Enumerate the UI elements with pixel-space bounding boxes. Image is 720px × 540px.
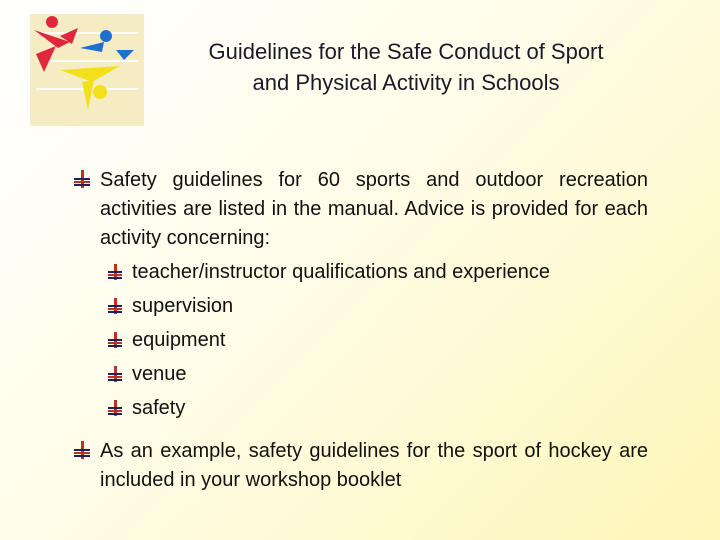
title-line-1: Guidelines for the Safe Conduct of Sport xyxy=(208,39,604,64)
striped-square-bullet-icon xyxy=(108,332,122,348)
striped-square-bullet-icon xyxy=(108,366,122,382)
striped-square-bullet-icon xyxy=(74,170,90,188)
bullet-text-1: Safety guidelines for 60 sports and outdoor recreation activities are listed in the manual. Advice is provided for each activity concerning: xyxy=(100,169,648,249)
striped-square-bullet-icon xyxy=(108,400,122,416)
striped-square-bullet-icon xyxy=(108,298,122,314)
sub-item-safety: safety xyxy=(132,397,186,419)
bullet-text-2: As an example, safety guidelines for the sport of hockey are included in your workshop booklet xyxy=(100,440,648,491)
sub-item-supervision: supervision xyxy=(132,295,234,317)
sub-item-qualifications: teacher/instructor qualifications and experience xyxy=(132,261,551,283)
striped-square-bullet-icon xyxy=(108,264,122,280)
title-line-2: and Physical Activity in Schools xyxy=(252,70,560,95)
sub-item-venue: venue xyxy=(132,363,187,385)
sport-figures-logo-icon xyxy=(30,14,144,126)
striped-square-bullet-icon xyxy=(74,441,90,459)
slide-title xyxy=(150,36,662,98)
sub-item-equipment: equipment xyxy=(132,329,226,351)
